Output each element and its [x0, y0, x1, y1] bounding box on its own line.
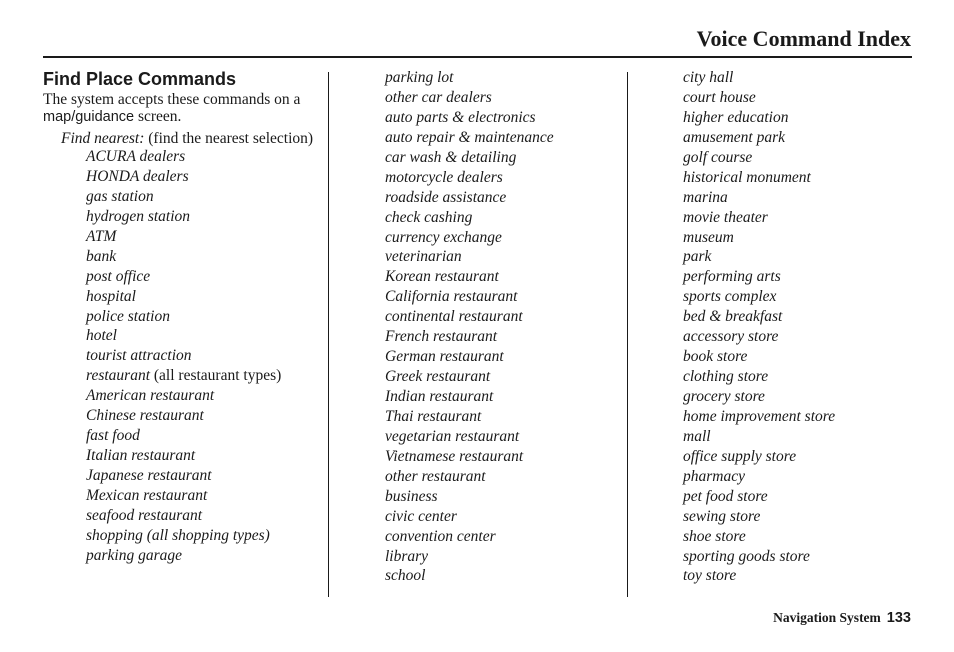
- command-text: car wash & detailing: [385, 148, 517, 166]
- find-nearest-label: Find nearest:: [61, 130, 145, 147]
- command-text: performing arts: [683, 268, 781, 286]
- command-text: book store: [683, 348, 748, 366]
- command-item: [683, 208, 913, 228]
- command-text: school: [385, 567, 426, 585]
- command-text: tourist attraction: [86, 347, 192, 365]
- command-item: [385, 427, 615, 447]
- command-text: ATM: [86, 227, 117, 245]
- column-2-list: [385, 68, 615, 586]
- command-text: Vietnamese restaurant: [385, 447, 524, 465]
- command-item: [683, 427, 913, 447]
- command-text: city hall: [683, 69, 734, 86]
- command-text: amusement park: [683, 128, 786, 146]
- command-item: [385, 228, 615, 248]
- command-text: Greek restaurant: [385, 368, 491, 386]
- command-item: [683, 168, 913, 188]
- header-rule: [43, 56, 912, 58]
- command-text: toy store: [683, 567, 737, 585]
- command-item: [385, 447, 615, 467]
- command-item: [385, 188, 615, 208]
- command-item: [86, 426, 318, 446]
- command-item: [683, 128, 913, 148]
- command-text: motorcycle dealers: [385, 168, 503, 186]
- command-item: [385, 128, 615, 148]
- command-item: [385, 267, 615, 287]
- command-item: [86, 446, 318, 466]
- command-item: [385, 507, 615, 527]
- command-item: [683, 247, 913, 267]
- command-item: [385, 467, 615, 487]
- command-text: sewing store: [683, 507, 761, 525]
- command-text: pharmacy: [683, 467, 745, 485]
- command-item: [385, 327, 615, 347]
- command-text: shoe store: [683, 527, 746, 545]
- command-text: post office: [86, 267, 151, 285]
- command-text: hydrogen station: [86, 207, 191, 225]
- command-text: office supply store: [683, 447, 797, 465]
- command-text: home improvement store: [683, 407, 836, 425]
- command-text: movie theater: [683, 208, 768, 226]
- command-text: sports complex: [683, 288, 777, 306]
- command-text: auto repair & maintenance: [385, 128, 554, 146]
- command-text: Japanese restaurant: [86, 467, 212, 484]
- command-item: [683, 307, 913, 327]
- command-item: [683, 507, 913, 527]
- command-text: vegetarian restaurant: [385, 427, 520, 445]
- intro-text: [43, 91, 318, 126]
- command-item: [86, 326, 318, 346]
- command-text: Italian restaurant: [86, 447, 196, 465]
- command-text: seafood restaurant: [86, 506, 203, 524]
- command-item: [683, 467, 913, 487]
- command-text: shopping (all shopping types): [86, 526, 270, 544]
- command-text: check cashing: [385, 208, 473, 226]
- command-text: business: [385, 487, 438, 505]
- find-nearest-command: [61, 130, 318, 147]
- command-item: [683, 188, 913, 208]
- command-text: mall: [683, 427, 711, 445]
- command-item: [385, 407, 615, 427]
- command-text: parking garage: [86, 546, 183, 564]
- command-item: [385, 527, 615, 547]
- command-item: [385, 347, 615, 367]
- intro-before: The system accepts these commands on a: [43, 91, 301, 108]
- command-text: court house: [683, 88, 756, 106]
- command-text: historical monument: [683, 168, 811, 186]
- command-text: marina: [683, 188, 728, 206]
- command-text: Thai restaurant: [385, 407, 482, 425]
- command-item: [683, 407, 913, 427]
- column-1-list: [86, 147, 318, 566]
- restaurant-note: (all restaurant types): [150, 367, 282, 385]
- command-text: clothing store: [683, 368, 769, 386]
- command-item: [683, 88, 913, 108]
- section-heading: Find Place Commands: [43, 69, 237, 89]
- command-text: veterinarian: [385, 248, 462, 266]
- command-text: auto parts & electronics: [385, 108, 536, 126]
- command-text: French restaurant: [385, 328, 498, 346]
- column-divider-2: [627, 72, 628, 597]
- command-item: [385, 367, 615, 387]
- command-item: [385, 547, 615, 567]
- command-text: grocery store: [683, 388, 765, 405]
- command-item: [683, 108, 913, 128]
- command-item: [385, 168, 615, 188]
- command-item: [86, 227, 318, 247]
- command-text: golf course: [683, 148, 753, 166]
- command-item: [683, 267, 913, 287]
- command-item: [683, 228, 913, 248]
- command-text: higher education: [683, 108, 789, 126]
- command-item: [86, 526, 318, 546]
- column-3-list: [683, 68, 913, 586]
- command-text: ACURA dealers: [86, 148, 186, 165]
- command-item: [86, 287, 318, 307]
- column-divider-1: [328, 72, 329, 597]
- command-item: [86, 167, 318, 187]
- command-item: [86, 406, 318, 426]
- command-text: library: [385, 547, 429, 565]
- command-text: park: [683, 248, 712, 266]
- command-text: California restaurant: [385, 288, 518, 306]
- command-text: continental restaurant: [385, 308, 523, 326]
- command-text: bank: [86, 247, 117, 265]
- command-item: [86, 506, 318, 526]
- command-text: police station: [86, 307, 170, 325]
- command-text: Korean restaurant: [385, 268, 499, 286]
- command-item: [683, 148, 913, 168]
- command-text: bed & breakfast: [683, 308, 783, 326]
- command-text: parking lot: [385, 69, 454, 86]
- command-text: restaurant: [86, 367, 151, 385]
- command-item: [86, 187, 318, 207]
- command-item: [683, 547, 913, 567]
- page-title: Voice Command Index: [696, 26, 911, 51]
- command-text: accessory store: [683, 328, 779, 346]
- command-text: fast food: [86, 427, 140, 445]
- command-text: other restaurant: [385, 467, 486, 485]
- command-text: Indian restaurant: [385, 388, 494, 405]
- command-text: hotel: [86, 327, 117, 345]
- command-text: currency exchange: [385, 228, 502, 246]
- command-item: [683, 566, 913, 586]
- command-item: [683, 527, 913, 547]
- command-item: [385, 566, 615, 586]
- command-text: other car dealers: [385, 88, 492, 106]
- command-item: [86, 346, 318, 366]
- command-item: [385, 307, 615, 327]
- command-text: American restaurant: [86, 387, 215, 405]
- command-text: sporting goods store: [683, 547, 810, 565]
- command-item: [683, 367, 913, 387]
- command-item: [385, 247, 615, 267]
- command-item: [86, 366, 318, 386]
- column-2: [385, 68, 615, 586]
- page-footer: [773, 610, 911, 627]
- command-item: [86, 546, 318, 566]
- column-3: [683, 68, 913, 586]
- command-item: [385, 287, 615, 307]
- command-item: [385, 387, 615, 407]
- command-text: German restaurant: [385, 348, 504, 366]
- command-item: [86, 247, 318, 267]
- column-1: [43, 68, 318, 566]
- command-item: [683, 387, 913, 407]
- command-item: [86, 486, 318, 506]
- command-item: [86, 386, 318, 406]
- command-text: pet food store: [683, 487, 768, 505]
- command-text: hospital: [86, 287, 136, 305]
- command-item: [683, 327, 913, 347]
- command-item: [683, 447, 913, 467]
- footer-system-name: Navigation System: [773, 610, 881, 625]
- command-item: [683, 287, 913, 307]
- command-item: [86, 307, 318, 327]
- command-text: civic center: [385, 507, 457, 525]
- command-text: convention center: [385, 527, 496, 545]
- command-item: [385, 208, 615, 228]
- page-number: 133: [886, 610, 911, 626]
- intro-after: screen.: [134, 108, 182, 125]
- command-item: [683, 68, 913, 88]
- command-item: [385, 108, 615, 128]
- command-item: [86, 267, 318, 287]
- command-item: [86, 466, 318, 486]
- intro-screen-name: map/guidance: [43, 109, 135, 125]
- command-item: [683, 347, 913, 367]
- command-item: [86, 147, 318, 167]
- command-text: gas station: [86, 187, 154, 205]
- command-item: [385, 88, 615, 108]
- command-item: [683, 487, 913, 507]
- command-text: Mexican restaurant: [86, 486, 208, 504]
- command-text: Chinese restaurant: [86, 407, 204, 425]
- find-nearest-note: (find the nearest selection): [144, 130, 314, 147]
- command-text: museum: [683, 228, 734, 246]
- command-item: [385, 68, 615, 88]
- command-item: [385, 487, 615, 507]
- command-text: roadside assistance: [385, 188, 507, 206]
- command-text: HONDA dealers: [86, 167, 189, 185]
- command-item: [86, 207, 318, 227]
- command-item: [385, 148, 615, 168]
